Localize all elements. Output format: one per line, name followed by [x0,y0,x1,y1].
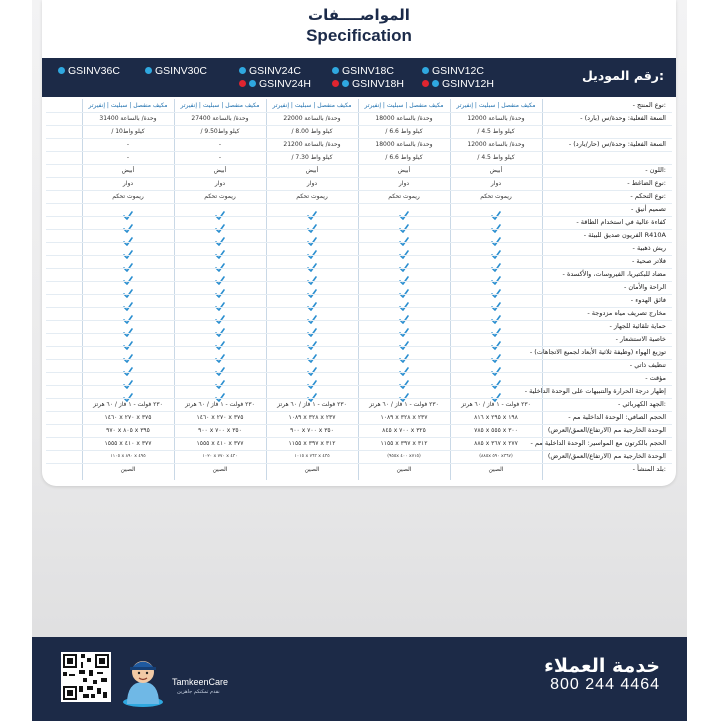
row-divider [46,268,672,269]
spec-cell: مكيف منفصل | سبليت | إنفيرتر [456,102,536,109]
spec-row [46,229,672,242]
brand-tagline: نقدم تمكنكم جاهزين [177,689,220,695]
spec-row [46,320,672,333]
right-margin [687,0,719,721]
spec-row [46,411,672,424]
spec-row [46,450,672,463]
row-divider [46,398,672,399]
left-margin [0,0,32,721]
checkmark-icon [307,361,317,370]
spec-table [46,99,672,484]
spec-row [46,385,672,398]
spec-row [46,437,672,450]
spec-cell: - [218,141,222,148]
checkmark-icon [215,348,225,357]
checkmark-icon [399,218,409,227]
checkmark-icon [491,374,501,383]
checkmark-icon [123,205,133,214]
checkmark-icon [491,387,501,396]
spec-row-label: (الارتفاع/العمق/العرض) الوحدة الخارجية مم [547,426,666,434]
spec-cell: ٧٨٥ x ٥٥٥ x ٣٠٠ [474,427,518,434]
checkmark-icon [307,374,317,383]
model-column-header [332,64,424,92]
checkmark-icon [215,387,225,396]
checkmark-icon [491,270,501,279]
checkmark-icon [399,270,409,279]
spec-row [46,281,672,294]
checkmark-icon [307,322,317,331]
spec-cell: ١٤٦٠ x ٢٧٠ x ٣٧٥ [104,414,152,421]
spec-row [46,333,672,346]
spec-cell: ٩٠٠ x ٧٠٠ x ٣٥٠ [198,427,242,434]
checkmark-icon [215,270,225,279]
checkmark-icon [123,348,133,357]
spec-cell: ٨١٦ x ٢٩٥ x ١٩٨ [474,414,518,421]
checkmark-icon [215,335,225,344]
checkmark-icon [307,309,317,318]
model-name-line [145,64,237,77]
row-divider [46,372,672,373]
checkmark-icon [215,309,225,318]
cool-indicator-dot-icon [342,80,349,87]
model-name-line [58,64,150,77]
checkmark-icon [307,218,317,227]
row-divider [46,281,672,282]
checkmark-icon [491,335,501,344]
spec-row-label: - الحجم بالكرتون مع المواسير: الوحدة الداخلية مم [530,439,666,447]
checkmark-icon [399,257,409,266]
spec-row-label: - مضاد للبكتيريا، الفيروسات، والأكسدة [562,270,666,278]
row-divider [46,385,672,386]
checkmark-icon [123,322,133,331]
model-name-line [332,77,424,90]
checkmark-icon [215,374,225,383]
row-divider [46,359,672,360]
spec-row [46,372,672,385]
spec-row-label: - تصميم أنيق [631,205,666,213]
heat-indicator-dot-icon [239,80,246,87]
checkmark-icon [215,283,225,292]
spec-cell: ٢٣٠ فولت - ١ فاز / ٦٠ هرتز [461,401,531,408]
spec-cell: ١٥٥٥ x ٤١٠ x ٣٧٧ [104,440,152,447]
spec-row-label: - حماية تلقائية للجهاز [609,322,666,330]
model-name: GSINV30C [155,64,207,77]
row-divider [46,450,672,451]
spec-cell: دوار [398,180,410,187]
brand-name: TamkeenCare [172,677,229,687]
spec-cell: / 6.6 كيلو واط [385,154,423,161]
checkmark-icon [491,244,501,253]
row-divider [46,307,672,308]
checkmark-icon [399,309,409,318]
row-divider [46,242,672,243]
model-column-header [145,64,237,92]
page-title-english: Specification [306,26,412,45]
spec-row-label: - توزيع الهواء (وظيفة ثلاثية الأبعاد لجميع الاتجاهات) [529,348,666,356]
checkmark-icon [215,296,225,305]
spec-cell: ١١٥٥ x ٣٩٧ x ٣١٢ [288,440,336,447]
spec-row-label: - فلاتر صحية [631,257,666,265]
cool-indicator-dot-icon [58,67,65,74]
row-divider [46,333,672,334]
model-name: GSINV24C [249,64,301,77]
spec-cell: 12000 وحدة/ بالساعة [467,141,525,148]
checkmark-icon [123,257,133,266]
checkmark-icon [123,231,133,240]
spec-row-label: - الراحة والأمان [623,283,666,291]
spec-cell: أبيض [121,167,135,174]
mascot-technician-icon [117,648,169,708]
spec-row [46,112,672,125]
spec-row-label: - ريش ذهبية [632,244,666,252]
spec-cell: ٢٣٠ فولت - ١ فاز / ٦٠ هرتز [93,401,163,408]
spec-row [46,294,672,307]
row-divider [46,320,672,321]
spec-cell: ٨٤٥ x ٧٠٠ x ٣٢٥ [382,427,426,434]
spec-cell: ٢٣٠ فولت - ١ فاز / ٦٠ هرتز [369,401,439,408]
checkmark-icon [399,361,409,370]
row-divider [46,294,672,295]
spec-cell: / 10كيلو واط [111,128,145,135]
spec-cell: ٨٨٥ x ٣٦٧ x ٢٧٧ [474,440,518,447]
row-divider [46,112,672,113]
spec-cell: / 4.5 كيلو واط [477,128,515,135]
spec-row-label: - تنظيف ذاتي [629,361,666,369]
spec-cell: ١٥٥٥ x ٤١٠ x ٣٧٧ [196,440,244,447]
checkmark-icon [307,387,317,396]
checkmark-icon [307,231,317,240]
checkmark-icon [123,309,133,318]
spec-row-label: - الحجم الصافي: الوحدة الداخلية مم [568,413,666,421]
spec-cell: أبيض [213,167,227,174]
checkmark-icon [307,205,317,214]
checkmark-icon [215,244,225,253]
row-divider [46,164,672,165]
checkmark-icon [307,257,317,266]
checkmark-icon [399,205,409,214]
spec-cell: ٩٧٠ x ٨٠٥ x ٣٩٥ [106,427,150,434]
row-divider [46,216,672,217]
qr-code[interactable] [61,652,111,702]
spec-cell: الصين [120,466,136,473]
checkmark-icon [123,374,133,383]
row-divider [46,255,672,256]
spec-cell: 22000 وحدة/ بالساعة [283,115,341,122]
spec-row-label: - الفريون صديق للبيئة R410A [583,231,666,239]
spec-cell: ١٠٢٠ x ٧٧٠ x ٤٣٠ [202,454,238,459]
spec-row [46,424,672,437]
spec-cell: 18000 وحدة/ بالساعة [375,141,433,148]
spec-row [46,463,672,476]
spec-row-label: - نوع الضاغط: [627,179,666,187]
model-name-line [332,64,424,77]
spec-cell: 12000 وحدة/ بالساعة [467,115,525,122]
checkmark-icon [307,270,317,279]
spec-cell: ١٠٨٩ x ٣٢٨ x ٢٣٧ [288,414,336,421]
spec-cell: ٩٠٠ x ٧٠٠ x ٣٥٠ [290,427,334,434]
checkmark-icon [123,296,133,305]
spec-row [46,151,672,164]
checkmark-icon [307,348,317,357]
checkmark-icon [399,231,409,240]
spec-row-label: (الارتفاع/العمق/العرض) الوحدة الخارجية مم [547,452,666,460]
checkmark-icon [491,257,501,266]
checkmark-icon [123,387,133,396]
spec-cell: ١١٥٥ x ٣٩٧ x ٣١٢ [380,440,428,447]
spec-cell: دوار [122,180,134,187]
spec-cell: الصين [212,466,228,473]
spec-row-label: - مخارج تصريف مياه مزدوجة [587,309,666,317]
spec-row [46,164,672,177]
model-name-line [239,64,331,77]
row-divider [46,190,672,191]
cool-indicator-dot-icon [432,80,439,87]
row-divider [46,463,672,464]
row-divider [46,229,672,230]
checkmark-icon [215,205,225,214]
spec-row-label: - السعة الفعلية: وحدة/س (بارد) [580,114,666,122]
page-title-arabic: المواصــــفات [308,6,410,24]
checkmark-icon [123,270,133,279]
checkmark-icon [307,335,317,344]
spec-cell: / 4.5 كيلو واط [477,154,515,161]
spec-cell: ١٠١٥ x ٧٦٣ x ٤٣٥ [294,454,330,459]
checkmark-icon [215,231,225,240]
spec-row-label: - بلد المنشأ: [632,465,666,473]
spec-cell: الصين [304,466,320,473]
spec-cell: أبيض [305,167,319,174]
spec-cell: 31400 وحدة/ بالساعة [99,115,157,122]
spec-cell: ٢٣٠ فولت - ١ فاز / ٦٠ هرتز [277,401,347,408]
checkmark-icon [491,348,501,357]
spec-row-label: - كفاءة عالية في استخدام الطاقة [576,218,666,226]
spec-cell: ريموت تحكم [112,193,144,200]
spec-row-label: - خاصية الاستشعار [615,335,666,343]
model-name: GSINV36C [68,64,120,77]
spec-cell: 21200 وحدة/ بالساعة [283,141,341,148]
spec-row [46,177,672,190]
spec-row [46,398,672,411]
spec-row-label: - السعة الفعلية: وحدة/س (حار/بارد) [568,140,666,148]
spec-row [46,138,672,151]
spec-cell: ريموت تحكم [296,193,328,200]
model-name: GSINV12C [432,64,484,77]
spec-cell: - [126,141,130,148]
checkmark-icon [399,335,409,344]
model-name: GSINV18C [342,64,394,77]
spec-cell: الصين [396,466,412,473]
model-name: GSINV18H [352,77,404,90]
spec-row [46,99,672,112]
model-column-header [239,64,331,92]
spec-cell: / 6.6 كيلو واط [385,128,423,135]
checkmark-icon [399,348,409,357]
spec-cell: دوار [490,180,502,187]
checkmark-icon [123,283,133,292]
model-column-header [58,64,150,92]
checkmark-icon [399,296,409,305]
cool-indicator-dot-icon [249,80,256,87]
spec-cell: ١١٠٥ x ٨٩٠ x ٤٩٥ [110,454,146,459]
cool-indicator-dot-icon [332,67,339,74]
row-divider [46,203,672,204]
checkmark-icon [123,244,133,253]
checkmark-icon [491,205,501,214]
checkmark-icon [399,374,409,383]
spec-cell: أبيض [397,167,411,174]
checkmark-icon [307,283,317,292]
row-divider [46,437,672,438]
row-divider [46,424,672,425]
spec-cell: - [126,154,130,161]
spec-cell: أبيض [489,167,503,174]
checkmark-icon [123,361,133,370]
spec-row [46,216,672,229]
model-column-header [422,64,514,92]
model-number-label: رقم الموديل: [582,68,664,83]
spec-row-label: - الجهد الكهربائي: [617,400,666,408]
spec-cell: مكيف منفصل | سبليت | إنفيرتر [88,102,168,109]
spec-row [46,359,672,372]
spec-row [46,307,672,320]
customer-service-footer [32,637,687,721]
model-name-line [422,77,514,90]
row-divider [46,151,672,152]
checkmark-icon [491,283,501,292]
spec-cell: مكيف منفصل | سبليت | إنفيرتر [272,102,352,109]
spec-row [46,268,672,281]
checkmark-icon [399,244,409,253]
model-name-line [422,64,514,77]
spec-row-label: - نوع المنتج: [632,101,666,109]
checkmark-icon [215,322,225,331]
checkmark-icon [491,231,501,240]
checkmark-icon [399,322,409,331]
spec-cell: ١٠٨٩ x ٣٢٨ x ٢٣٧ [380,414,428,421]
checkmark-icon [307,296,317,305]
row-divider [46,411,672,412]
cool-indicator-dot-icon [239,67,246,74]
model-name-line [239,77,331,90]
spec-cell: - [218,154,222,161]
spec-cell: 18000 وحدة/ بالساعة [375,115,433,122]
spec-row [46,203,672,216]
spec-cell: ريموت تحكم [204,193,236,200]
model-name: GSINV24H [259,77,311,90]
checkmark-icon [307,244,317,253]
spec-row [46,242,672,255]
row-divider [46,346,672,347]
spec-row [46,255,672,268]
row-divider [46,138,672,139]
checkmark-icon [215,218,225,227]
checkmark-icon [491,361,501,370]
spec-cell: / 7.30 كيلو واط [291,154,333,161]
checkmark-icon [215,361,225,370]
checkmark-icon [491,322,501,331]
checkmark-icon [123,335,133,344]
customer-service-phone[interactable]: 800 244 4464 [550,676,660,693]
spec-cell: دوار [306,180,318,187]
model-number-bar [42,58,676,97]
spec-cell: ريموت تحكم [480,193,512,200]
row-divider [46,177,672,178]
checkmark-icon [215,257,225,266]
spec-cell: ريموت تحكم [388,193,420,200]
spec-row-label: - فائق الهدوء [630,296,666,304]
spec-cell: / 8.00 كيلو واط [291,128,333,135]
model-name: GSINV12H [442,77,494,90]
spec-row-label: - اللون: [645,166,666,174]
spec-cell: (٨٨٥x ٥٩٠ x٣٦٧) [479,454,513,459]
checkmark-icon [491,309,501,318]
checkmark-icon [491,218,501,227]
checkmark-icon [491,296,501,305]
spec-card [42,0,676,486]
spec-cell: مكيف منفصل | سبليت | إنفيرتر [180,102,260,109]
checkmark-icon [399,283,409,292]
checkmark-icon [123,218,133,227]
spec-cell: ١٤٦٠ x ٢٧٠ x ٣٧٥ [196,414,244,421]
spec-row [46,125,672,138]
spec-row [46,346,672,359]
spec-cell: (٩٥٥x ٤٠٠ x٧١٥) [387,454,421,459]
spec-cell: ٢٣٠ فولت - ١ فاز / ٦٠ هرتز [185,401,255,408]
spec-cell: دوار [214,180,226,187]
heat-indicator-dot-icon [332,80,339,87]
spec-row-label: - إظهار درجة الحرارة والتنبيهات على الوحدة الداخلية [524,387,666,395]
spec-cell: مكيف منفصل | سبليت | إنفيرتر [364,102,444,109]
spec-row [46,190,672,203]
spec-row-label: - مؤقت [645,374,666,382]
checkmark-icon [399,387,409,396]
customer-service-title: خدمة العملاء [544,655,660,677]
spec-row-label: - نوع التحكم: [630,192,666,200]
row-divider [46,125,672,126]
spec-cell: الصين [488,466,504,473]
spec-cell: 27400 وحدة/ بالساعة [191,115,249,122]
spec-cell: / 9.50كيلو واط [200,128,240,135]
